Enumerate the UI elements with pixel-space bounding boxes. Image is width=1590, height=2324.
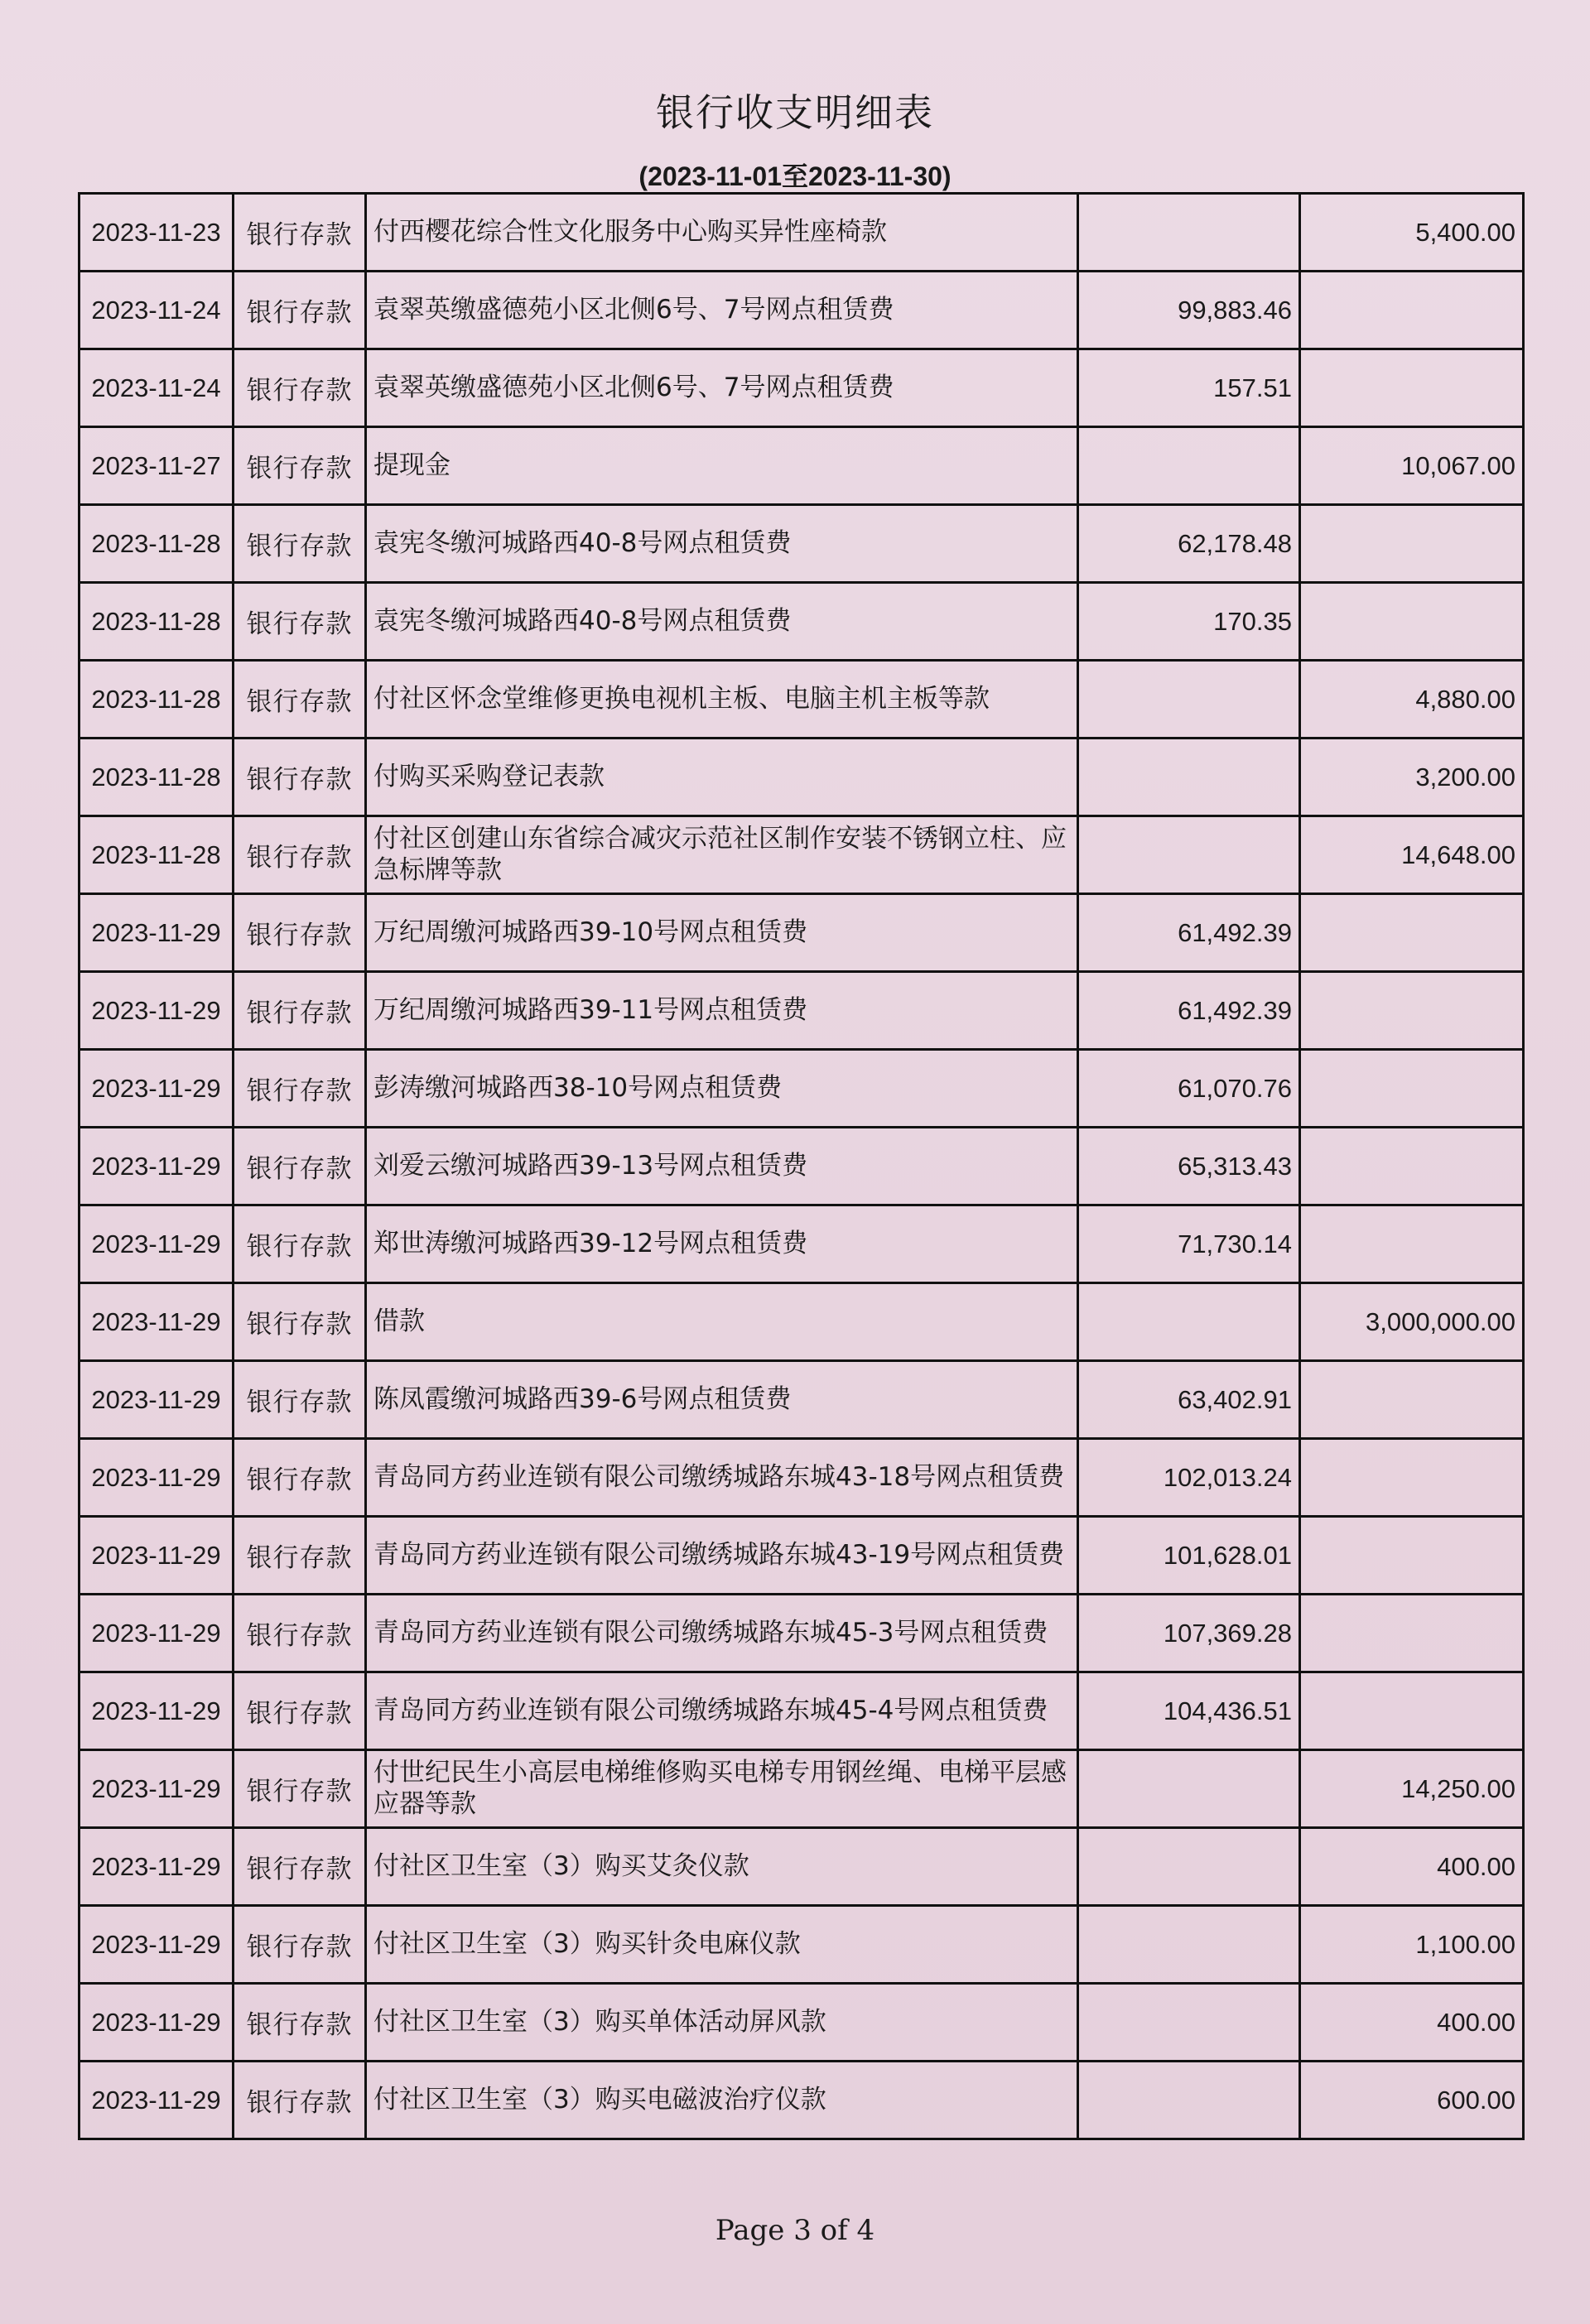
account-cell: 银行存款 [234,1828,366,1906]
table-row [80,505,1524,583]
date-cell: 2023-11-29 [80,1361,234,1439]
table-row [80,1439,1524,1517]
table-row [80,583,1524,661]
description-cell: 彭涛缴河城路西38-10号网点租赁费 [366,1050,1078,1128]
table-row [80,1828,1524,1906]
description-cell: 付社区怀念堂维修更换电视机主板、电脑主机主板等款 [366,661,1078,739]
credit-amount-cell: 400.00 [1300,1828,1524,1906]
date-cell: 2023-11-29 [80,2062,234,2139]
description-cell: 付世纪民生小高层电梯维修购买电梯专用钢丝绳、电梯平层感应器等款 [366,1750,1078,1828]
debit-amount-cell [1078,739,1300,816]
document-title: 银行收支明细表 [656,90,934,135]
account-cell: 银行存款 [234,739,366,816]
table-row [80,1984,1524,2062]
account-cell: 银行存款 [234,1906,366,1984]
table-row [80,1672,1524,1750]
table-row [80,427,1524,505]
table-row [80,894,1524,972]
description-cell: 提现金 [366,427,1078,505]
date-cell: 2023-11-29 [80,972,234,1050]
credit-amount-cell [1300,1672,1524,1750]
date-cell: 2023-11-28 [80,583,234,661]
table-row [80,1906,1524,1984]
debit-amount-cell: 170.35 [1078,583,1300,661]
date-cell: 2023-11-28 [80,816,234,894]
debit-amount-cell [1078,1283,1300,1361]
date-cell: 2023-11-28 [80,505,234,583]
table-row [80,349,1524,427]
debit-amount-cell [1078,1750,1300,1828]
account-cell: 银行存款 [234,194,366,272]
account-cell: 银行存款 [234,661,366,739]
description-cell: 刘爱云缴河城路西39-13号网点租赁费 [366,1128,1078,1205]
table-row [80,661,1524,739]
description-cell: 借款 [366,1283,1078,1361]
debit-amount-cell [1078,661,1300,739]
ledger-body [80,194,1524,2139]
description-cell: 付购买采购登记表款 [366,739,1078,816]
date-cell: 2023-11-28 [80,661,234,739]
account-cell: 银行存款 [234,972,366,1050]
account-cell: 银行存款 [234,1517,366,1595]
debit-amount-cell: 61,492.39 [1078,972,1300,1050]
description-cell: 付社区卫生室（3）购买单体活动屏风款 [366,1984,1078,2062]
description-cell: 付社区创建山东省综合减灾示范社区制作安装不锈钢立柱、应急标牌等款 [366,816,1078,894]
account-cell: 银行存款 [234,1050,366,1128]
table-row [80,816,1524,894]
table-row [80,2062,1524,2139]
table-row [80,1205,1524,1283]
date-cell: 2023-11-29 [80,1439,234,1517]
credit-amount-cell [1300,1595,1524,1672]
account-cell: 银行存款 [234,1205,366,1283]
date-cell: 2023-11-29 [80,1672,234,1750]
credit-amount-cell: 3,000,000.00 [1300,1283,1524,1361]
debit-amount-cell [1078,816,1300,894]
credit-amount-cell [1300,505,1524,583]
credit-amount-cell [1300,894,1524,972]
date-cell: 2023-11-29 [80,1205,234,1283]
debit-amount-cell [1078,2062,1300,2139]
account-cell: 银行存款 [234,1595,366,1672]
account-cell: 银行存款 [234,2062,366,2139]
description-cell: 青岛同方药业连锁有限公司缴绣城路东城43-18号网点租赁费 [366,1439,1078,1517]
debit-amount-cell [1078,427,1300,505]
debit-amount-cell: 107,369.28 [1078,1595,1300,1672]
credit-amount-cell [1300,1517,1524,1595]
credit-amount-cell [1300,1205,1524,1283]
credit-amount-cell: 14,250.00 [1300,1750,1524,1828]
description-cell: 付社区卫生室（3）购买针灸电麻仪款 [366,1906,1078,1984]
debit-amount-cell: 61,070.76 [1078,1050,1300,1128]
debit-amount-cell: 99,883.46 [1078,272,1300,349]
description-cell: 付社区卫生室（3）购买电磁波治疗仪款 [366,2062,1078,2139]
credit-amount-cell [1300,583,1524,661]
table-row [80,1050,1524,1128]
debit-amount-cell: 101,628.01 [1078,1517,1300,1595]
account-cell: 银行存款 [234,583,366,661]
account-cell: 银行存款 [234,894,366,972]
date-cell: 2023-11-29 [80,1517,234,1595]
debit-amount-cell [1078,1906,1300,1984]
date-cell: 2023-11-23 [80,194,234,272]
date-cell: 2023-11-27 [80,427,234,505]
debit-amount-cell: 157.51 [1078,349,1300,427]
description-cell: 青岛同方药业连锁有限公司缴绣城路东城43-19号网点租赁费 [366,1517,1078,1595]
table-row [80,1283,1524,1361]
credit-amount-cell [1300,349,1524,427]
table-row [80,194,1524,272]
account-cell: 银行存款 [234,1361,366,1439]
date-cell: 2023-11-29 [80,1828,234,1906]
date-cell: 2023-11-29 [80,894,234,972]
account-cell: 银行存款 [234,272,366,349]
description-cell: 袁宪冬缴河城路西40-8号网点租赁费 [366,583,1078,661]
debit-amount-cell: 102,013.24 [1078,1439,1300,1517]
description-cell: 万纪周缴河城路西39-10号网点租赁费 [366,894,1078,972]
description-cell: 付西樱花综合性文化服务中心购买异性座椅款 [366,194,1078,272]
account-cell: 银行存款 [234,816,366,894]
table-row [80,1595,1524,1672]
description-cell: 陈凤霞缴河城路西39-6号网点租赁费 [366,1361,1078,1439]
account-cell: 银行存款 [234,1439,366,1517]
debit-amount-cell [1078,194,1300,272]
account-cell: 银行存款 [234,427,366,505]
description-cell: 袁宪冬缴河城路西40-8号网点租赁费 [366,505,1078,583]
description-cell: 青岛同方药业连锁有限公司缴绣城路东城45-3号网点租赁费 [366,1595,1078,1672]
credit-amount-cell: 14,648.00 [1300,816,1524,894]
description-cell: 万纪周缴河城路西39-11号网点租赁费 [366,972,1078,1050]
account-cell: 银行存款 [234,1984,366,2062]
date-cell: 2023-11-29 [80,1906,234,1984]
debit-amount-cell [1078,1828,1300,1906]
description-cell: 付社区卫生室（3）购买艾灸仪款 [366,1828,1078,1906]
date-cell: 2023-11-29 [80,1283,234,1361]
date-cell: 2023-11-29 [80,1750,234,1828]
table-row [80,272,1524,349]
account-cell: 银行存款 [234,349,366,427]
table-row [80,739,1524,816]
account-cell: 银行存款 [234,1750,366,1828]
account-cell: 银行存款 [234,1128,366,1205]
date-cell: 2023-11-29 [80,1050,234,1128]
debit-amount-cell: 104,436.51 [1078,1672,1300,1750]
description-cell: 袁翠英缴盛德苑小区北侧6号、7号网点租赁费 [366,349,1078,427]
credit-amount-cell: 600.00 [1300,2062,1524,2139]
table-row [80,1361,1524,1439]
account-cell: 银行存款 [234,1672,366,1750]
ledger-table [78,192,1525,2140]
description-cell: 郑世涛缴河城路西39-12号网点租赁费 [366,1205,1078,1283]
page-number: Page 3 of 4 [715,2214,875,2247]
table-row [80,1750,1524,1828]
credit-amount-cell: 4,880.00 [1300,661,1524,739]
date-cell: 2023-11-29 [80,1128,234,1205]
date-range: (2023-11-01至2023-11-30) [638,161,952,191]
credit-amount-cell [1300,1050,1524,1128]
credit-amount-cell [1300,1128,1524,1205]
date-cell: 2023-11-29 [80,1595,234,1672]
credit-amount-cell [1300,1439,1524,1517]
table-row [80,1128,1524,1205]
description-cell: 青岛同方药业连锁有限公司缴绣城路东城45-4号网点租赁费 [366,1672,1078,1750]
credit-amount-cell [1300,272,1524,349]
account-cell: 银行存款 [234,505,366,583]
credit-amount-cell: 1,100.00 [1300,1906,1524,1984]
date-cell: 2023-11-24 [80,272,234,349]
description-cell: 袁翠英缴盛德苑小区北侧6号、7号网点租赁费 [366,272,1078,349]
date-cell: 2023-11-29 [80,1984,234,2062]
debit-amount-cell: 71,730.14 [1078,1205,1300,1283]
debit-amount-cell: 62,178.48 [1078,505,1300,583]
credit-amount-cell [1300,972,1524,1050]
credit-amount-cell: 400.00 [1300,1984,1524,2062]
debit-amount-cell [1078,1984,1300,2062]
table-row [80,1517,1524,1595]
date-cell: 2023-11-24 [80,349,234,427]
account-cell: 银行存款 [234,1283,366,1361]
table-row [80,972,1524,1050]
credit-amount-cell [1300,1361,1524,1439]
debit-amount-cell: 61,492.39 [1078,894,1300,972]
credit-amount-cell: 5,400.00 [1300,194,1524,272]
credit-amount-cell: 10,067.00 [1300,427,1524,505]
credit-amount-cell: 3,200.00 [1300,739,1524,816]
debit-amount-cell: 65,313.43 [1078,1128,1300,1205]
date-cell: 2023-11-28 [80,739,234,816]
debit-amount-cell: 63,402.91 [1078,1361,1300,1439]
